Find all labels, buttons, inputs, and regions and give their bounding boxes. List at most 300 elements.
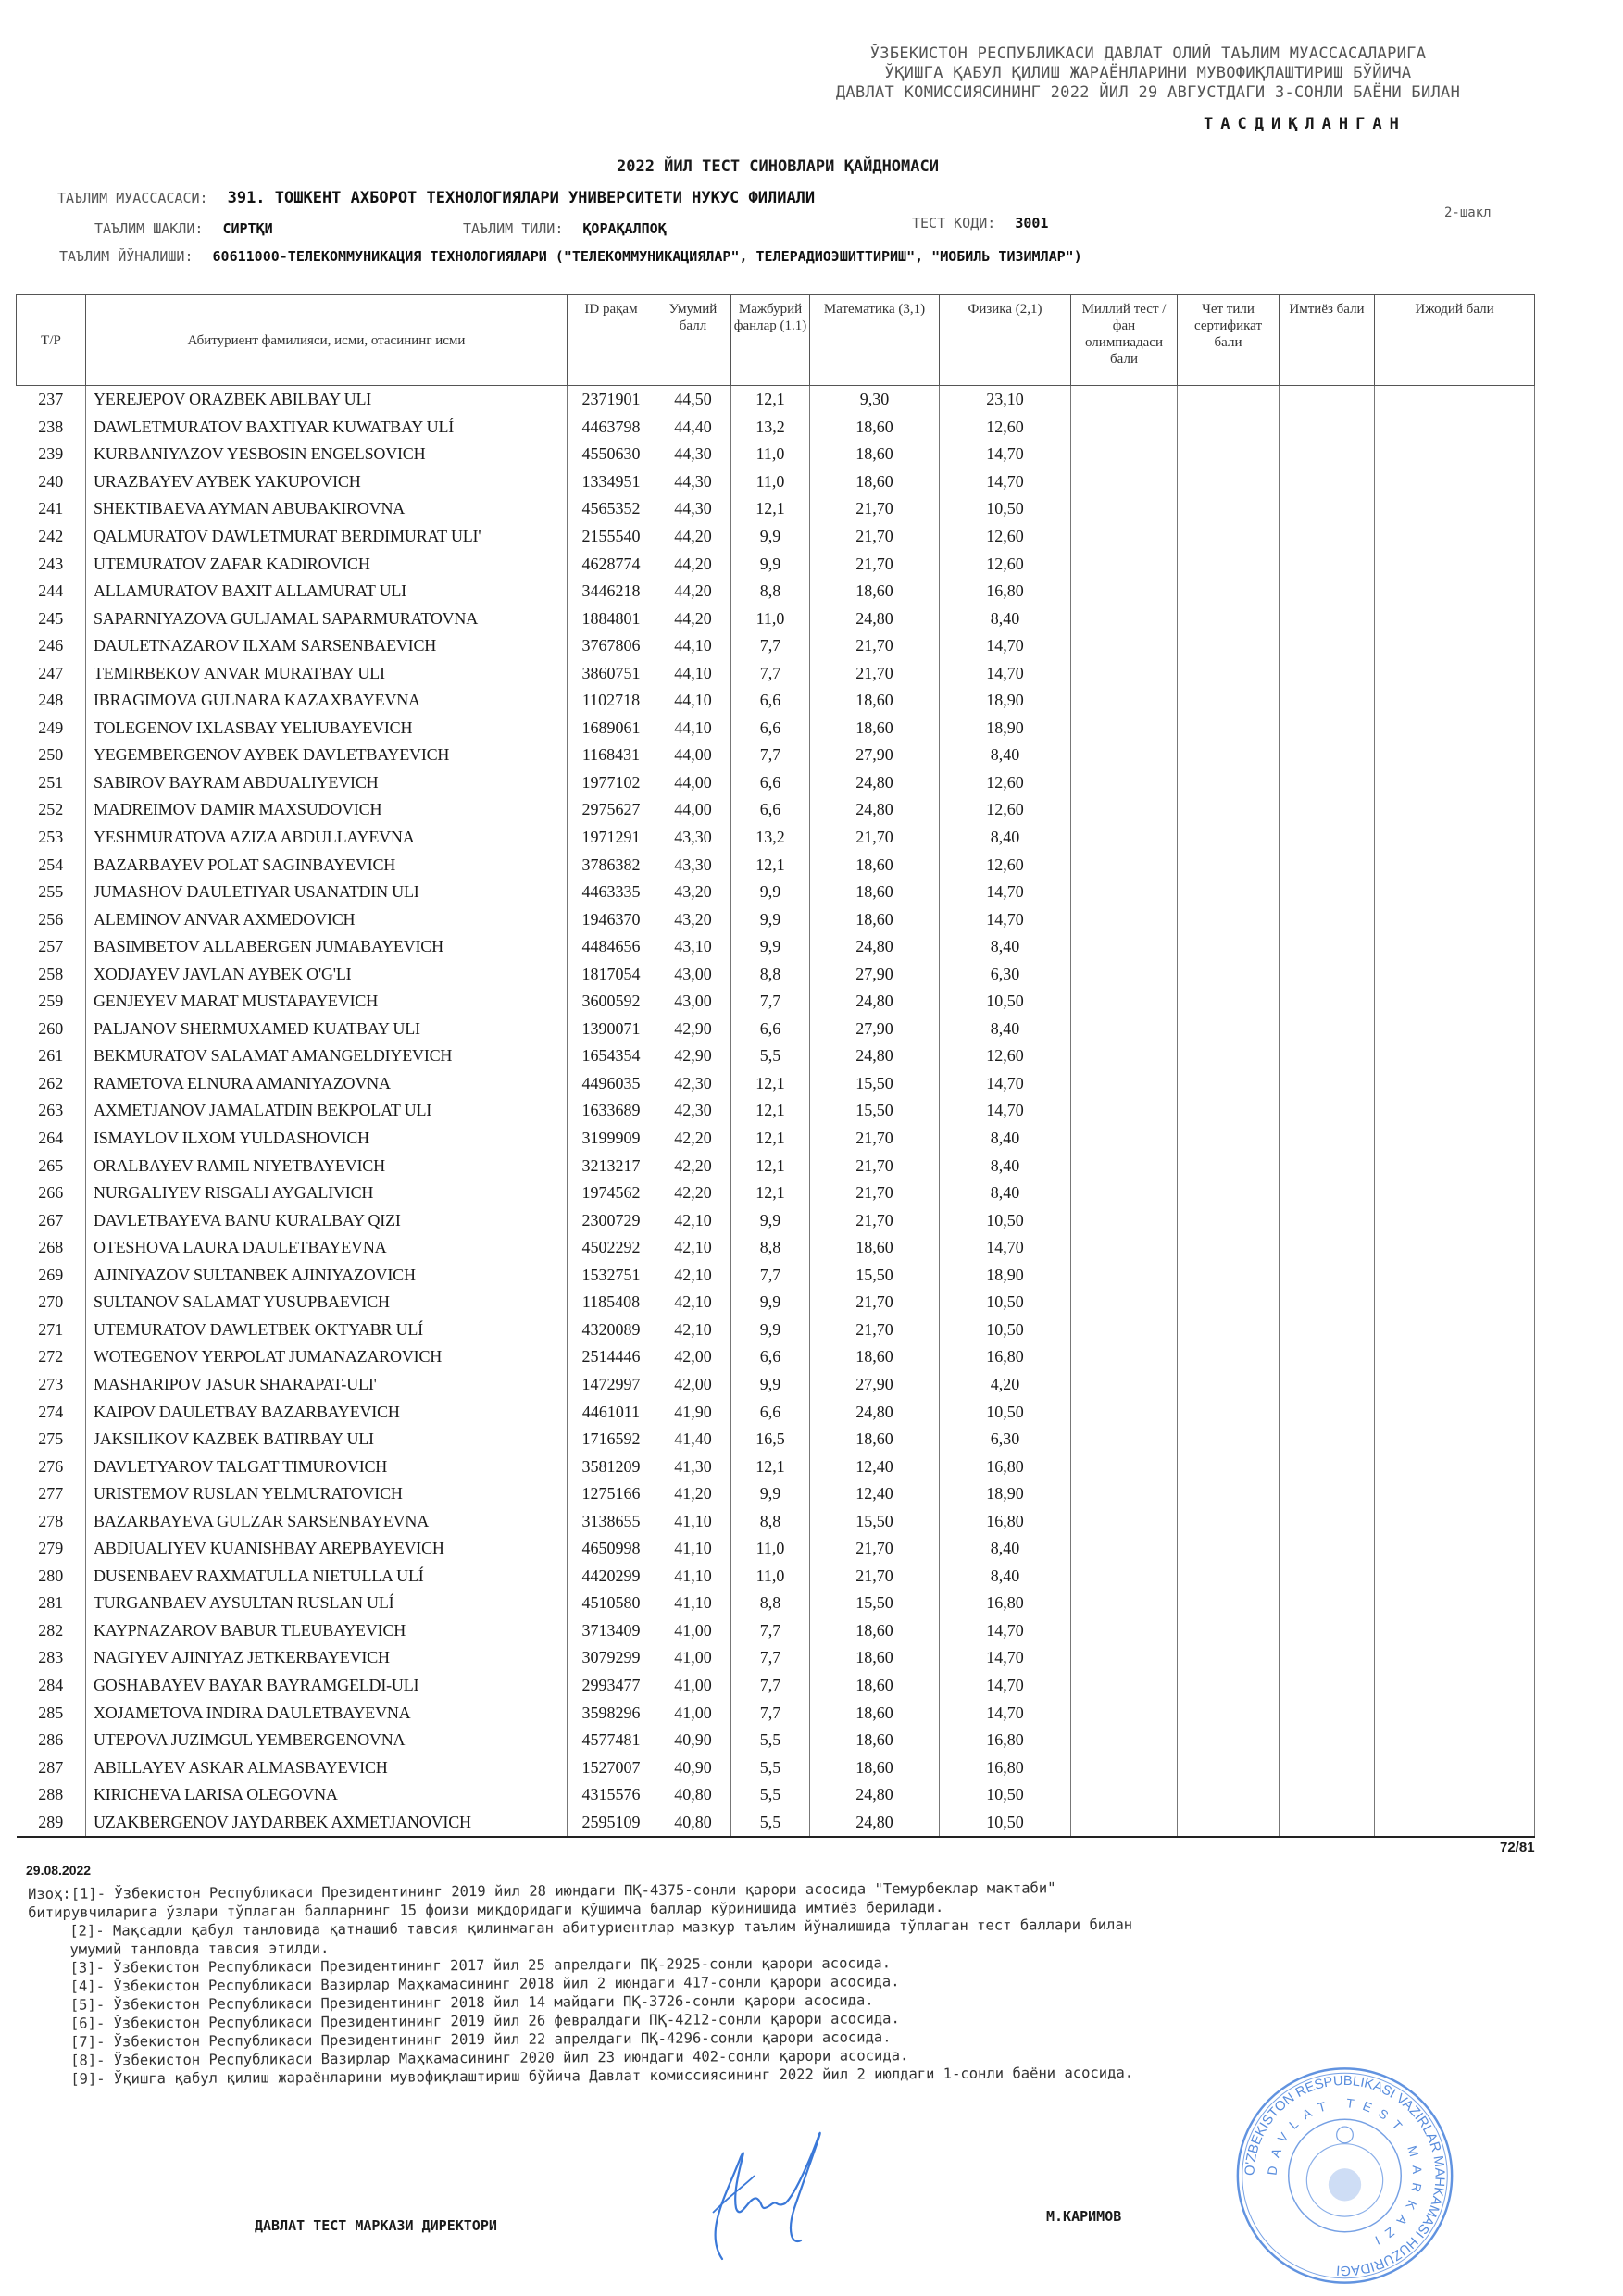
table-row	[17, 1563, 1535, 1591]
applicant-name: WOTEGENOV YERPOLAT JUMANAZAROVICH	[86, 1343, 568, 1371]
table-row	[17, 1042, 1535, 1070]
direction-label: ТАЪЛИМ ЙЎНАЛИШИ:	[59, 248, 194, 265]
header-olympiad: Миллий тест / фан олимпиадаси бали	[1071, 295, 1178, 386]
creative-score	[1375, 1179, 1535, 1207]
applicant-id: 3713409	[568, 1617, 655, 1645]
privilege-score	[1280, 1699, 1375, 1727]
row-number: 259	[17, 988, 86, 1016]
total-score: 41,20	[655, 1480, 731, 1508]
creative-score	[1375, 1016, 1535, 1043]
total-score: 44,30	[655, 495, 731, 523]
seal-outer-text: O'ZBEKISTON RESPUBLIKASI VAZIRLAR MAHKAMASI HUZURIDAGI	[1242, 2073, 1447, 2278]
total-score: 42,10	[655, 1206, 731, 1234]
physics-score: 14,70	[940, 1672, 1071, 1700]
footnote-line: [6]- Ўзбекистон Республикаси Президентининг 2019 йил 26 февралдаги ПҚ-4212-сонли қарори асосида.	[69, 2010, 900, 2032]
math-score: 24,80	[810, 1398, 940, 1426]
row-number: 268	[17, 1234, 86, 1262]
row-number: 243	[17, 550, 86, 578]
olympiad-score	[1071, 715, 1178, 742]
physics-score: 10,50	[940, 1289, 1071, 1316]
applicant-id: 3199909	[568, 1125, 655, 1153]
mandatory-score: 7,7	[731, 1644, 810, 1672]
mandatory-score: 13,2	[731, 414, 810, 442]
foreign-language-score	[1178, 386, 1280, 414]
row-number: 258	[17, 960, 86, 988]
applicant-id: 1532751	[568, 1262, 655, 1290]
creative-score	[1375, 1206, 1535, 1234]
table-row	[17, 1125, 1535, 1153]
olympiad-score	[1071, 1781, 1178, 1809]
olympiad-score	[1071, 1672, 1178, 1700]
total-score: 44,20	[655, 605, 731, 632]
math-score: 18,60	[810, 1426, 940, 1454]
total-score: 44,50	[655, 386, 731, 414]
olympiad-score	[1071, 1617, 1178, 1645]
olympiad-score	[1071, 1343, 1178, 1371]
applicant-id: 1716592	[568, 1426, 655, 1454]
physics-score: 10,50	[940, 1781, 1071, 1809]
mandatory-score: 9,9	[731, 1289, 810, 1316]
applicant-id: 3600592	[568, 988, 655, 1016]
total-score: 42,90	[655, 1016, 731, 1043]
creative-score	[1375, 1644, 1535, 1672]
math-score: 24,80	[810, 605, 940, 632]
olympiad-score	[1071, 1289, 1178, 1316]
mandatory-score: 8,8	[731, 1234, 810, 1262]
creative-score	[1375, 933, 1535, 961]
applicant-id: 3213217	[568, 1152, 655, 1179]
olympiad-score	[1071, 1535, 1178, 1563]
creative-score	[1375, 578, 1535, 605]
total-score: 42,00	[655, 1371, 731, 1399]
applicant-name: DAVLETBAYEVA BANU KURALBAY QIZI	[86, 1206, 568, 1234]
total-score: 43,00	[655, 988, 731, 1016]
table-row	[17, 1753, 1535, 1781]
applicant-name: KIRICHEVA LARISA OLEGOVNA	[86, 1781, 568, 1809]
mandatory-score: 9,9	[731, 523, 810, 551]
applicant-name: GENJEYEV MARAT MUSTAPAYEVICH	[86, 988, 568, 1016]
math-score: 15,50	[810, 1507, 940, 1535]
physics-score: 16,80	[940, 1507, 1071, 1535]
olympiad-score	[1071, 960, 1178, 988]
mandatory-score: 13,2	[731, 824, 810, 852]
row-number: 249	[17, 715, 86, 742]
applicant-name: DAWLETMURATOV BAXTIYAR KUWATBAY ULÍ	[86, 414, 568, 442]
foreign-language-score	[1178, 1016, 1280, 1043]
study-form-label: ТАЪЛИМ ШАКЛИ:	[94, 220, 204, 237]
applicant-name: OTESHOVA LAURA DAULETBAYEVNA	[86, 1234, 568, 1262]
creative-score	[1375, 1753, 1535, 1781]
math-score: 18,60	[810, 1672, 940, 1700]
header-physics: Физика (2,1)	[940, 295, 1071, 386]
row-number: 288	[17, 1781, 86, 1809]
applicant-name: DAULETNAZAROV ILXAM SARSENBAEVICH	[86, 632, 568, 660]
row-number: 245	[17, 605, 86, 632]
creative-score	[1375, 824, 1535, 852]
row-number: 280	[17, 1563, 86, 1591]
foreign-language-score	[1178, 1563, 1280, 1591]
foreign-language-score	[1178, 1781, 1280, 1809]
math-score: 18,60	[810, 468, 940, 496]
physics-score: 10,50	[940, 1808, 1071, 1837]
row-number: 271	[17, 1316, 86, 1344]
mandatory-score: 9,9	[731, 1316, 810, 1344]
foreign-language-score	[1178, 1179, 1280, 1207]
creative-score	[1375, 1781, 1535, 1809]
table-row	[17, 1343, 1535, 1371]
privilege-score	[1280, 1507, 1375, 1535]
applicant-name: JAKSILIKOV KAZBEK BATIRBAY ULI	[86, 1426, 568, 1454]
foreign-language-score	[1178, 905, 1280, 933]
creative-score	[1375, 1398, 1535, 1426]
applicant-id: 4484656	[568, 933, 655, 961]
footnote-line: [2]- Мақсадли қабул танловида қатнашиб тавсия қилинмаган абитуриентлар мазкур таълим йўналишида тўплаган тест баллари билан	[69, 1915, 1133, 1940]
physics-score: 10,50	[940, 1206, 1071, 1234]
olympiad-score	[1071, 550, 1178, 578]
privilege-score	[1280, 632, 1375, 660]
mandatory-score: 12,1	[731, 1152, 810, 1179]
math-score: 21,70	[810, 1535, 940, 1563]
olympiad-score	[1071, 1125, 1178, 1153]
olympiad-score	[1071, 1563, 1178, 1591]
total-score: 41,40	[655, 1426, 731, 1454]
table-row	[17, 1644, 1535, 1672]
applicant-id: 4463798	[568, 414, 655, 442]
physics-score: 14,70	[940, 905, 1071, 933]
math-score: 21,70	[810, 1152, 940, 1179]
foreign-language-score	[1178, 605, 1280, 632]
applicant-name: KAIPOV DAULETBAY BAZARBAYEVICH	[86, 1398, 568, 1426]
table-row	[17, 769, 1535, 797]
study-form-line	[94, 220, 273, 237]
table-row	[17, 1590, 1535, 1617]
mandatory-score: 7,7	[731, 632, 810, 660]
creative-score	[1375, 1808, 1535, 1837]
privilege-score	[1280, 742, 1375, 769]
row-number: 267	[17, 1206, 86, 1234]
study-form-value: СИРТҚИ	[222, 220, 273, 237]
table-row	[17, 905, 1535, 933]
physics-score: 10,50	[940, 1316, 1071, 1344]
privilege-score	[1280, 1480, 1375, 1508]
row-number: 262	[17, 1070, 86, 1098]
applicant-id: 1527007	[568, 1753, 655, 1781]
creative-score	[1375, 1699, 1535, 1727]
signature-icon	[685, 2120, 833, 2268]
foreign-language-score	[1178, 523, 1280, 551]
math-score: 21,70	[810, 659, 940, 687]
applicant-id: 2300729	[568, 1206, 655, 1234]
header-name: Абитуриент фамилияси, исми, отасининг исми	[86, 295, 568, 386]
foreign-language-score	[1178, 933, 1280, 961]
header-math: Математика (3,1)	[810, 295, 940, 386]
privilege-score	[1280, 605, 1375, 632]
privilege-score	[1280, 960, 1375, 988]
foreign-language-score	[1178, 468, 1280, 496]
privilege-score	[1280, 414, 1375, 442]
total-score: 42,30	[655, 1097, 731, 1125]
mandatory-score: 7,7	[731, 659, 810, 687]
institution-line	[57, 189, 815, 207]
applicant-id: 1472997	[568, 1371, 655, 1399]
physics-score: 8,40	[940, 824, 1071, 852]
row-number: 254	[17, 851, 86, 879]
physics-score: 6,30	[940, 960, 1071, 988]
foreign-language-score	[1178, 1125, 1280, 1153]
language-line	[463, 220, 667, 237]
row-number: 284	[17, 1672, 86, 1700]
privilege-score	[1280, 1152, 1375, 1179]
applicant-name: DUSENBAEV RAXMATULLA NIETULLA ULÍ	[86, 1563, 568, 1591]
physics-score: 10,50	[940, 1398, 1071, 1426]
math-score: 9,30	[810, 386, 940, 414]
olympiad-score	[1071, 1644, 1178, 1672]
creative-score	[1375, 1343, 1535, 1371]
total-score: 42,00	[655, 1343, 731, 1371]
physics-score: 10,50	[940, 495, 1071, 523]
row-number: 253	[17, 824, 86, 852]
olympiad-score	[1071, 386, 1178, 414]
privilege-score	[1280, 824, 1375, 852]
foreign-language-score	[1178, 1042, 1280, 1070]
applicant-name: BASIMBETOV ALLABERGEN JUMABAYEVICH	[86, 933, 568, 961]
physics-score: 8,40	[940, 1152, 1071, 1179]
mandatory-score: 12,1	[731, 851, 810, 879]
privilege-score	[1280, 905, 1375, 933]
row-number: 255	[17, 879, 86, 906]
applicant-id: 1275166	[568, 1480, 655, 1508]
physics-score: 4,20	[940, 1371, 1071, 1399]
mandatory-score: 9,9	[731, 879, 810, 906]
math-score: 18,60	[810, 1343, 940, 1371]
math-score: 21,70	[810, 550, 940, 578]
table-row	[17, 1699, 1535, 1727]
olympiad-score	[1071, 1590, 1178, 1617]
applicant-name: QALMURATOV DAWLETMURAT BERDIMURAT ULI'	[86, 523, 568, 551]
row-number: 246	[17, 632, 86, 660]
director-name: М.КАРИМОВ	[1046, 2208, 1122, 2225]
total-score: 41,10	[655, 1563, 731, 1591]
math-score: 21,70	[810, 1563, 940, 1591]
mandatory-score: 12,1	[731, 495, 810, 523]
row-number: 251	[17, 769, 86, 797]
applicant-id: 3581209	[568, 1453, 655, 1480]
mandatory-score: 6,6	[731, 1016, 810, 1043]
row-number: 256	[17, 905, 86, 933]
mandatory-score: 12,1	[731, 1070, 810, 1098]
mandatory-score: 8,8	[731, 578, 810, 605]
table-row	[17, 1206, 1535, 1234]
total-score: 40,90	[655, 1727, 731, 1754]
table-row	[17, 1016, 1535, 1043]
olympiad-score	[1071, 1398, 1178, 1426]
header-no: Т/Р	[17, 295, 86, 386]
table-row	[17, 742, 1535, 769]
applicant-name: ALLAMURATOV BAXIT ALLAMURAT ULI	[86, 578, 568, 605]
olympiad-score	[1071, 1426, 1178, 1454]
row-number: 265	[17, 1152, 86, 1179]
results-table	[16, 294, 1535, 1838]
table-row	[17, 1097, 1535, 1125]
foreign-language-score	[1178, 851, 1280, 879]
mandatory-score: 7,7	[731, 742, 810, 769]
approval-block	[759, 44, 1537, 103]
table-row	[17, 1727, 1535, 1754]
total-score: 44,00	[655, 769, 731, 797]
footnote-line: [4]- Ўзбекистон Республикаси Вазирлар Маҳкамасининг 2018 йил 2 июндаги 417-сонли қарори асосида.	[69, 1973, 900, 1995]
table-row	[17, 578, 1535, 605]
total-score: 42,10	[655, 1289, 731, 1316]
applicant-id: 4420299	[568, 1563, 655, 1591]
table-row	[17, 1808, 1535, 1837]
mandatory-score: 5,5	[731, 1753, 810, 1781]
privilege-score	[1280, 1453, 1375, 1480]
foreign-language-score	[1178, 1343, 1280, 1371]
creative-score	[1375, 1234, 1535, 1262]
foreign-language-score	[1178, 1371, 1280, 1399]
privilege-score	[1280, 851, 1375, 879]
privilege-score	[1280, 1206, 1375, 1234]
applicant-name: XOJAMETOVA INDIRA DAULETBAYEVNA	[86, 1699, 568, 1727]
mandatory-score: 6,6	[731, 1398, 810, 1426]
row-number: 250	[17, 742, 86, 769]
mandatory-score: 11,0	[731, 1563, 810, 1591]
table-row	[17, 851, 1535, 879]
applicant-id: 4550630	[568, 441, 655, 468]
creative-score	[1375, 960, 1535, 988]
privilege-score	[1280, 1808, 1375, 1837]
foreign-language-score	[1178, 1262, 1280, 1290]
row-number: 274	[17, 1398, 86, 1426]
creative-score	[1375, 1563, 1535, 1591]
page-number: 72/81	[1500, 1840, 1535, 1855]
applicant-id: 4502292	[568, 1234, 655, 1262]
row-number: 269	[17, 1262, 86, 1290]
physics-score: 14,70	[940, 659, 1071, 687]
privilege-score	[1280, 1753, 1375, 1781]
creative-score	[1375, 1262, 1535, 1290]
row-number: 239	[17, 441, 86, 468]
applicant-name: MASHARIPOV JASUR SHARAPAT-ULI'	[86, 1371, 568, 1399]
footnote-line: [3]- Ўзбекистон Республикаси Президентининг 2017 йил 25 апрелдаги ПҚ-2925-сонли қарори асосида.	[69, 1954, 892, 1977]
row-number: 273	[17, 1371, 86, 1399]
physics-score: 8,40	[940, 1179, 1071, 1207]
creative-score	[1375, 687, 1535, 715]
row-number: 241	[17, 495, 86, 523]
applicant-name: MADREIMOV DAMIR MAXSUDOVICH	[86, 796, 568, 824]
row-number: 242	[17, 523, 86, 551]
physics-score: 12,60	[940, 796, 1071, 824]
mandatory-score: 9,9	[731, 550, 810, 578]
applicant-name: JUMASHOV DAULETIYAR USANATDIN ULI	[86, 879, 568, 906]
olympiad-score	[1071, 1042, 1178, 1070]
row-number: 285	[17, 1699, 86, 1727]
math-score: 12,40	[810, 1453, 940, 1480]
creative-score	[1375, 605, 1535, 632]
table-row	[17, 1316, 1535, 1344]
foreign-language-score	[1178, 960, 1280, 988]
applicant-id: 1633689	[568, 1097, 655, 1125]
total-score: 40,90	[655, 1753, 731, 1781]
physics-score: 14,70	[940, 1070, 1071, 1098]
applicant-name: UTEMURATOV DAWLETBEK OKTYABR ULÍ	[86, 1316, 568, 1344]
physics-score: 16,80	[940, 1753, 1071, 1781]
applicant-name: ISMAYLOV ILXOM YULDASHOVICH	[86, 1125, 568, 1153]
table-row	[17, 933, 1535, 961]
applicant-name: NAGIYEV AJINIYAZ JETKERBAYEVICH	[86, 1644, 568, 1672]
total-score: 42,20	[655, 1152, 731, 1179]
physics-score: 10,50	[940, 988, 1071, 1016]
privilege-score	[1280, 933, 1375, 961]
creative-score	[1375, 523, 1535, 551]
privilege-score	[1280, 769, 1375, 797]
mandatory-score: 5,5	[731, 1781, 810, 1809]
total-score: 44,30	[655, 468, 731, 496]
foreign-language-score	[1178, 1426, 1280, 1454]
total-score: 44,10	[655, 715, 731, 742]
total-score: 42,20	[655, 1179, 731, 1207]
olympiad-score	[1071, 769, 1178, 797]
applicant-name: ALEMINOV ANVAR AXMEDOVICH	[86, 905, 568, 933]
foreign-language-score	[1178, 824, 1280, 852]
total-score: 43,30	[655, 851, 731, 879]
olympiad-score	[1071, 905, 1178, 933]
row-number: 279	[17, 1535, 86, 1563]
institution-value: 391. ТОШКЕНТ АХБОРОТ ТЕХНОЛОГИЯЛАРИ УНИВЕРСИТЕТИ НУКУС ФИЛИАЛИ	[227, 189, 816, 207]
olympiad-score	[1071, 523, 1178, 551]
table-row	[17, 1672, 1535, 1700]
applicant-id: 4496035	[568, 1070, 655, 1098]
total-score: 42,30	[655, 1070, 731, 1098]
physics-score: 18,90	[940, 715, 1071, 742]
privilege-score	[1280, 1371, 1375, 1399]
total-score: 41,00	[655, 1617, 731, 1645]
math-score: 15,50	[810, 1262, 940, 1290]
foreign-language-score	[1178, 988, 1280, 1016]
applicant-id: 3860751	[568, 659, 655, 687]
privilege-score	[1280, 1016, 1375, 1043]
table-row	[17, 1234, 1535, 1262]
foreign-language-score	[1178, 1453, 1280, 1480]
creative-score	[1375, 1590, 1535, 1617]
privilege-score	[1280, 1179, 1375, 1207]
olympiad-score	[1071, 687, 1178, 715]
footnote-line: умумий танловда тавсия этилди.	[69, 1940, 330, 1958]
footnote-line: битирувчиларига ўзлари тўплаган балларнинг 15 фоизи миқдоридаги қўшимча баллар кўринишида имтиёз берилади.	[28, 1898, 944, 1921]
olympiad-score	[1071, 1152, 1178, 1179]
mandatory-score: 12,1	[731, 1125, 810, 1153]
table-row	[17, 1070, 1535, 1098]
applicant-id: 1334951	[568, 468, 655, 496]
math-score: 21,70	[810, 1206, 940, 1234]
row-number: 264	[17, 1125, 86, 1153]
mandatory-score: 7,7	[731, 1672, 810, 1700]
physics-score: 14,70	[940, 1617, 1071, 1645]
table-row	[17, 1371, 1535, 1399]
olympiad-score	[1071, 824, 1178, 852]
applicant-name: KURBANIYAZOV YESBOSIN ENGELSOVICH	[86, 441, 568, 468]
creative-score	[1375, 905, 1535, 933]
foreign-language-score	[1178, 879, 1280, 906]
math-score: 24,80	[810, 769, 940, 797]
footnote-line: [7]- Ўзбекистон Республикаси Президентининг 2019 йил 22 апрелдаги ПҚ-4296-сонли қарори асосида.	[69, 2028, 892, 2051]
total-score: 44,30	[655, 441, 731, 468]
applicant-name: TOLEGENOV IXLASBAY YELIUBAYEVICH	[86, 715, 568, 742]
mandatory-score: 12,1	[731, 1453, 810, 1480]
math-score: 15,50	[810, 1590, 940, 1617]
foreign-language-score	[1178, 1398, 1280, 1426]
privilege-score	[1280, 1125, 1375, 1153]
